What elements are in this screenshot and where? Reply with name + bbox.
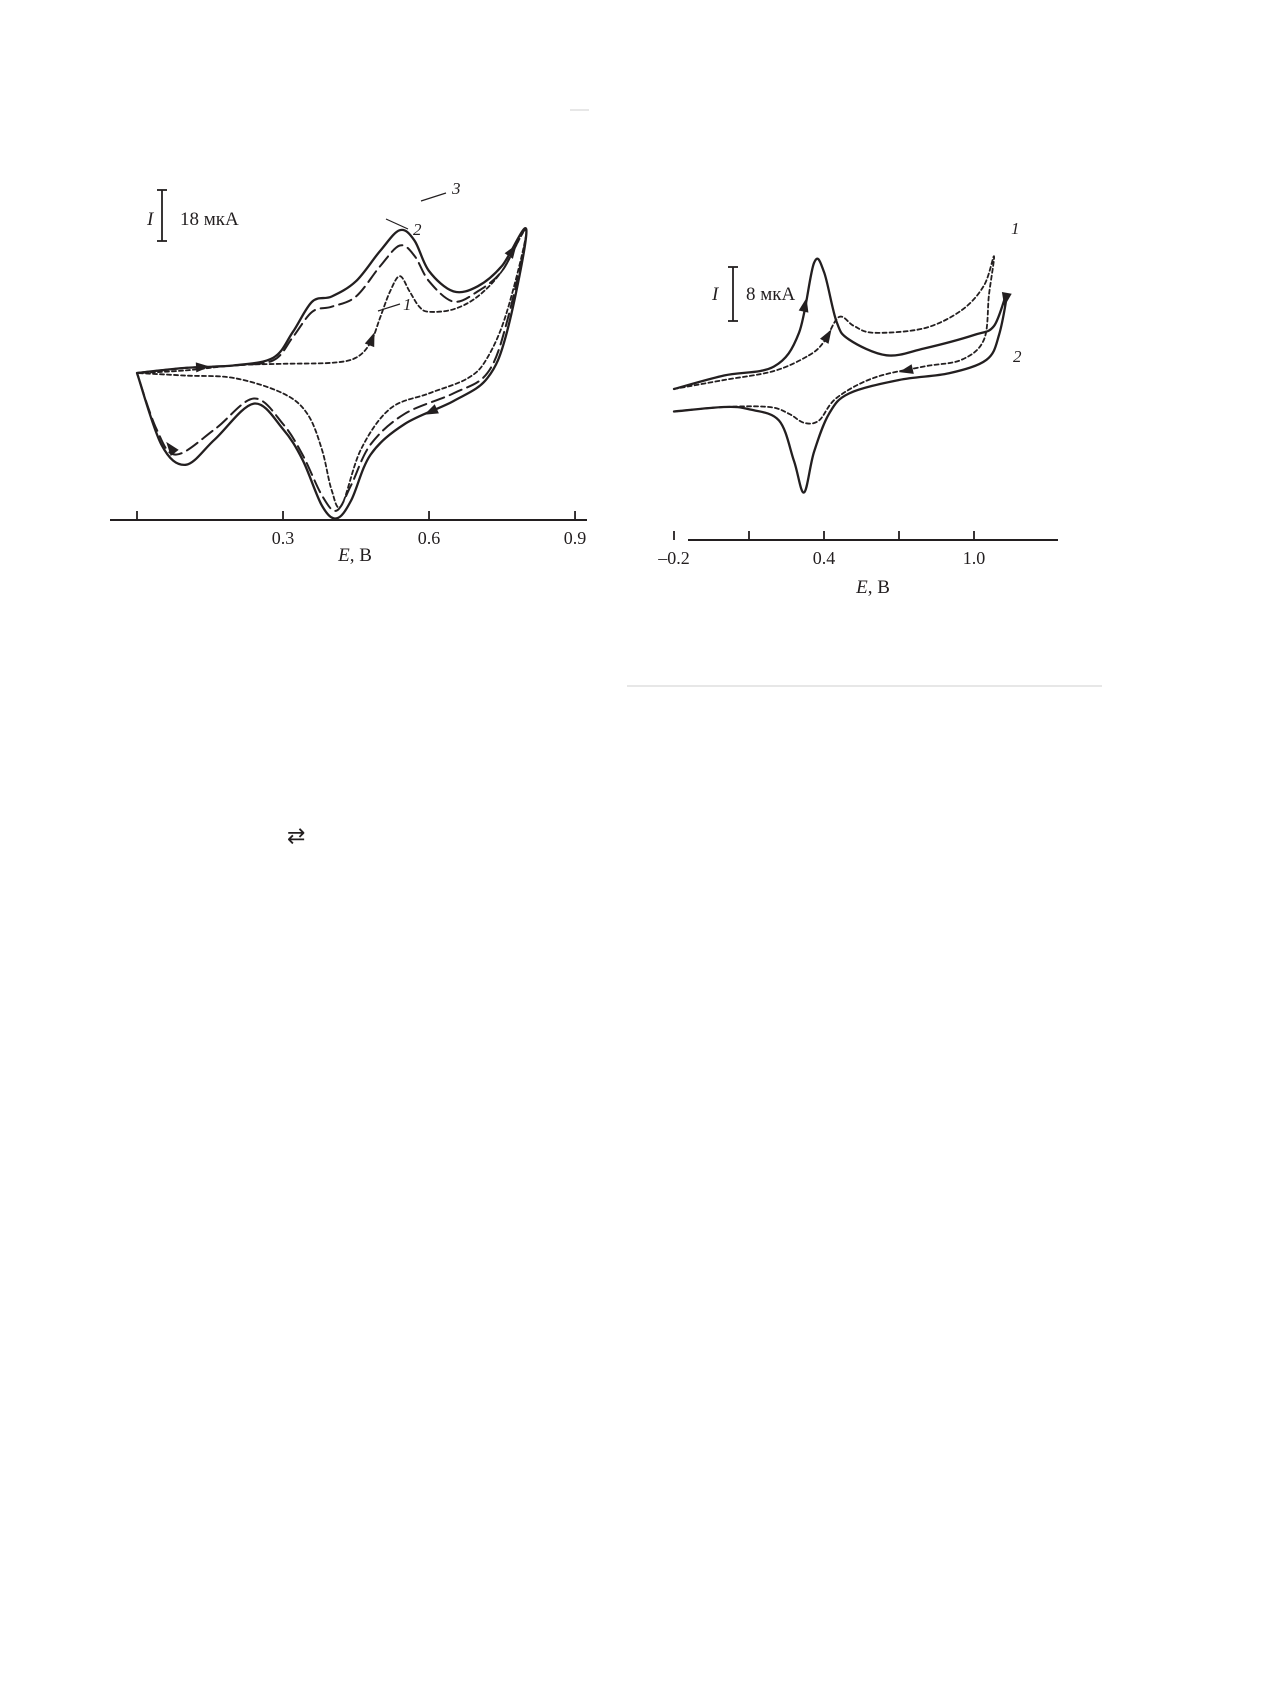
- x-axis-label: E, В: [338, 545, 372, 566]
- curve-label-3: 3: [452, 179, 461, 198]
- scale-bar-label: 8 мкА: [746, 284, 796, 305]
- current-scale-bar: [146, 190, 239, 241]
- series-curve-2: [674, 259, 1007, 493]
- x-tick-label: 0.9: [563, 528, 587, 548]
- x-tick-label: –0.2: [658, 548, 690, 568]
- scan-direction-arrow: [505, 245, 517, 259]
- scale-bar-label: 18 мкА: [180, 209, 239, 230]
- curve-label-leader: [421, 193, 446, 201]
- x-tick-label: 0.3: [271, 528, 295, 548]
- x-tick-label: 1.0: [962, 548, 986, 568]
- scan-direction-arrow: [365, 332, 375, 347]
- scan-direction-arrow: [196, 362, 210, 372]
- series-curve-1: [674, 256, 994, 423]
- current-scale-bar: [711, 267, 796, 321]
- equilibrium-arrows-symbol: ⇄: [287, 824, 306, 849]
- chart-left: [110, 110, 589, 566]
- x-tick-label: 0.4: [812, 548, 836, 568]
- chart-right: [627, 219, 1102, 686]
- curve-label-1: 1: [403, 295, 412, 314]
- y-axis-symbol: I: [147, 209, 154, 230]
- y-axis-symbol: I: [712, 284, 719, 305]
- scan-direction-arrow: [424, 404, 439, 415]
- curve-label-2: 2: [413, 220, 422, 239]
- curve-label-1: 1: [1011, 219, 1020, 238]
- x-axis-label: E, В: [856, 577, 890, 598]
- series-curve-3: [137, 228, 526, 518]
- scan-direction-arrow: [899, 364, 914, 374]
- curve-label-2: 2: [1013, 347, 1022, 366]
- scan-direction-arrow: [820, 329, 832, 344]
- curve-label-leader: [386, 219, 408, 229]
- curve-label-leader: [378, 304, 400, 311]
- x-tick-label: 0.6: [417, 528, 441, 548]
